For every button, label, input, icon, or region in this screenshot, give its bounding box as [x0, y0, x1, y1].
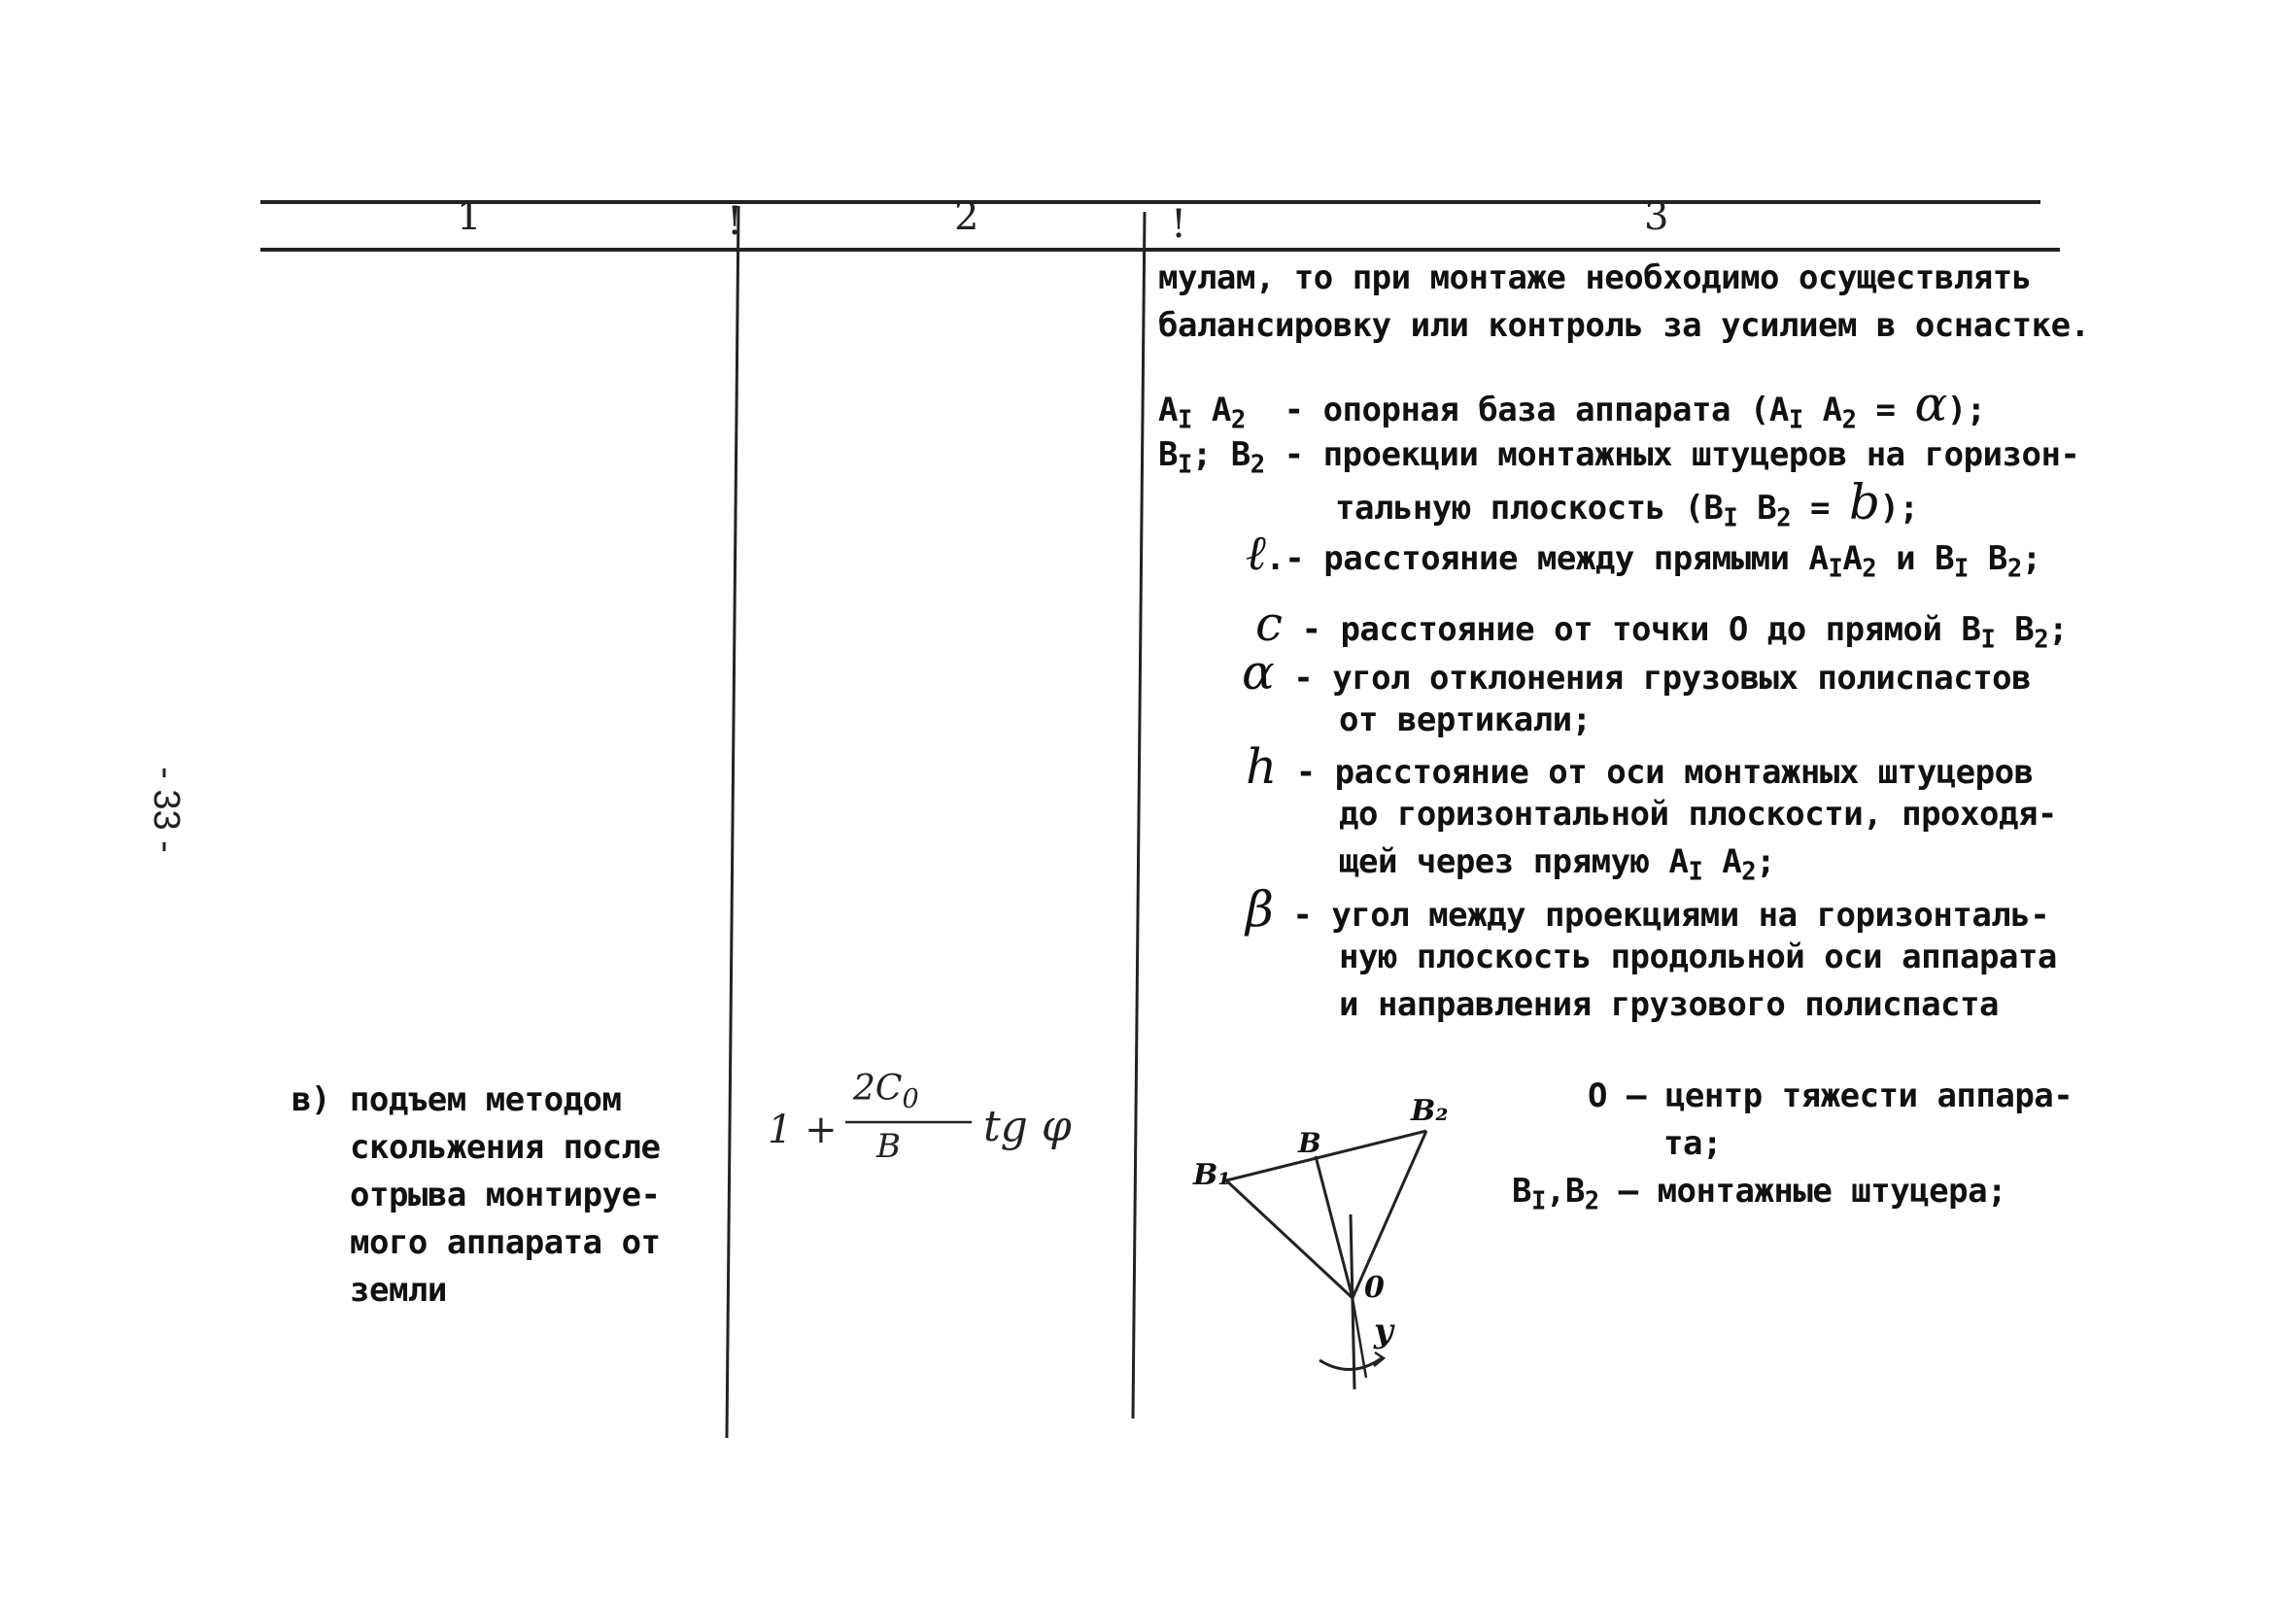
row-v-col1-line-2: скольжения после [350, 1128, 661, 1167]
def-h-cont-1: до горизонтальной плоскости, проходя- [1339, 795, 2057, 834]
def-l: ℓ.- расстояние между прямыми $A_IA_2$ и $B_I$ $B_2$; [1246, 525, 2041, 584]
def-beta: β - угол между проекциями на горизонталь- [1246, 881, 2050, 938]
def-alpha: α - угол отклонения грузовых полиспастов [1242, 644, 2032, 700]
col3-intro-line-2: балансировку или контроль за усилием в оснастке. [1158, 306, 2090, 345]
diagram-label-o: 0 [1364, 1271, 1385, 1305]
header-col-2: 2 [954, 194, 979, 239]
formula [768, 1069, 1098, 1176]
def-alpha-cont: от вертикали; [1339, 700, 1592, 739]
col3-intro-line-1: мулам, то при монтаже необходимо осуществлять [1158, 258, 2032, 297]
diagram-label-b1: B₁ [1193, 1158, 1231, 1192]
diagram-line-b1-o [1226, 1180, 1353, 1298]
def-a: $A_I$ $A_2$ - опорная база аппарата ($A_I$ $A_2 = \alpha$); [1158, 376, 1986, 435]
diagram-label-b: B [1298, 1127, 1321, 1159]
def-b-cont: тальную плоскость ($B_I$ $B_2 = b$); [1335, 474, 1919, 533]
row-v-col1-line-4: мого аппарата от [350, 1223, 661, 1262]
row-v-o-line-1: О – центр тяжести аппара- [1588, 1076, 2073, 1115]
def-h: h - расстояние от оси монтажных штуцеров [1246, 738, 2034, 795]
def-beta-cont-1: ную плоскость продольной оси аппарата [1339, 938, 2057, 976]
row-v-col1-line-5: земли [350, 1271, 447, 1310]
def-c: c - расстояние от точки О до прямой $B_I$ $B_2$; [1255, 596, 2069, 655]
header-separator-2: ! [1171, 202, 1187, 247]
row-v-o-line-2: та; [1663, 1124, 1722, 1163]
def-beta-cont-2: и направления грузового полиспаста [1339, 985, 1999, 1024]
diagram [1176, 1088, 1467, 1409]
diagram-label-y: y [1374, 1312, 1393, 1350]
formula-function: tg φ [983, 1102, 1072, 1151]
diagram-line-b1-b2 [1226, 1131, 1426, 1180]
diagram-arc [1319, 1358, 1382, 1370]
header-separator-1: ! [727, 199, 743, 244]
page-number: - 33 - [145, 767, 187, 853]
formula-numerator: $2C_0$ [853, 1069, 919, 1115]
diagram-line-b-o [1316, 1156, 1353, 1298]
formula-denominator: B [876, 1127, 901, 1166]
header-col-1: 1 [457, 194, 482, 239]
def-b: $B_I$; $B_2$ - проекции монтажных штуцеров на горизон- [1158, 435, 2080, 480]
row-v-col1-line-3: отрыва монтируе- [350, 1176, 661, 1214]
formula-one-plus: 1 + [768, 1108, 838, 1152]
def-h-cont-2: щей через прямую $A_I$ $A_2$; [1339, 842, 1776, 887]
row-v-col1-line-1: в) подъем методом [291, 1080, 622, 1119]
header-col-3: 3 [1644, 194, 1669, 239]
fraction-bar [845, 1119, 972, 1125]
diagram-label-b2: B₂ [1411, 1094, 1449, 1128]
row-v-b-line: $B_I,B_2$ – монтажные штуцера; [1512, 1172, 2007, 1216]
